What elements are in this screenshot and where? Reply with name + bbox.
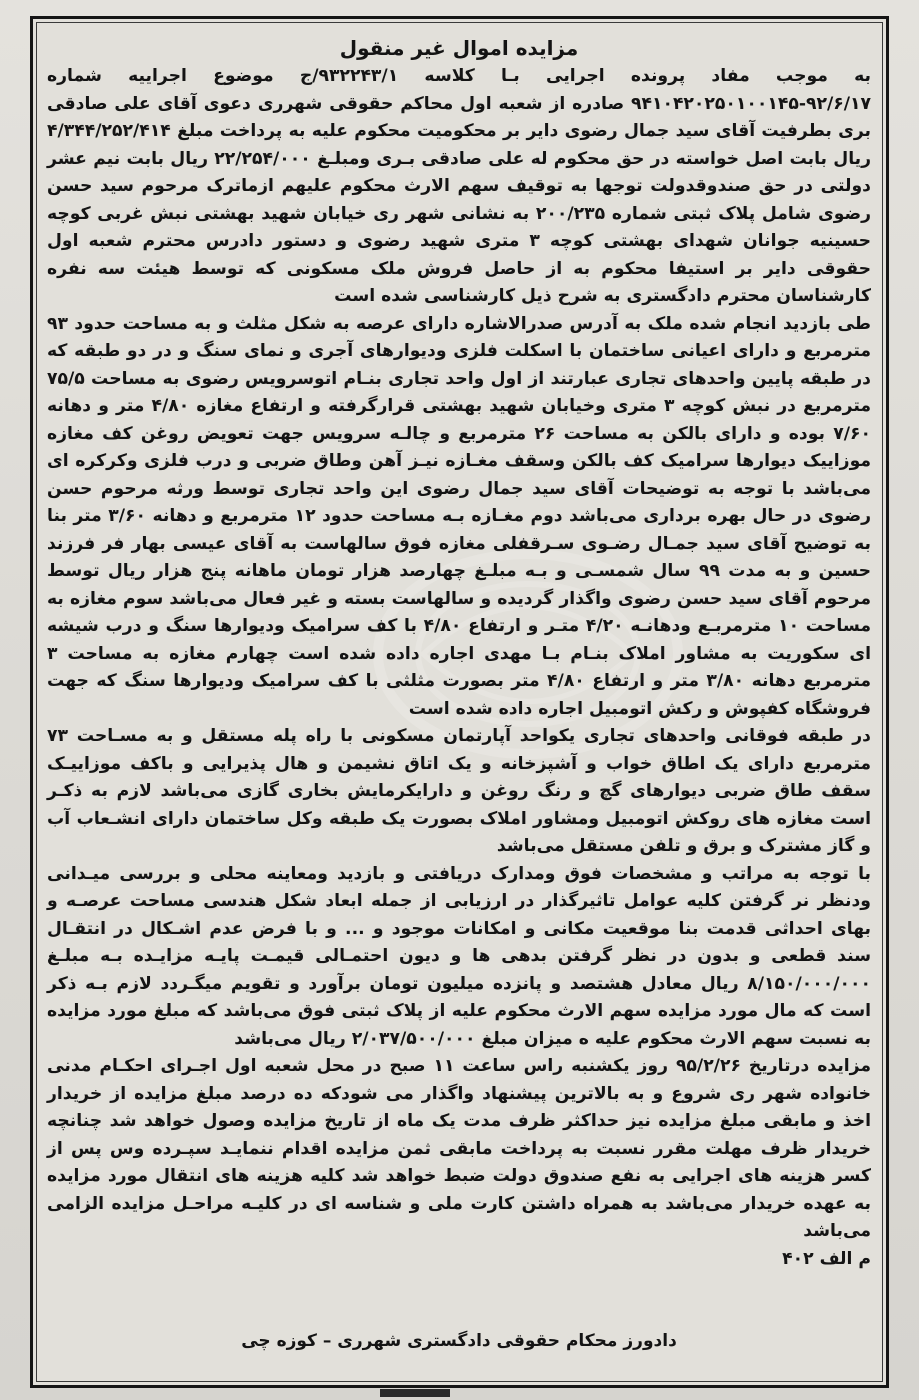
notice-signature: دادورز محکام حقوقی دادگستری شهرری – کوزه چی (241, 1331, 677, 1351)
notice-paragraph-5: مزایده درتاریخ ۹۵/۲/۲۶ روز یکشنبه راس ساعت ۱۱ صبح در محل شعبه اول اجـرای احکـام مدنی خانواده شهر ری شروع و به بالاترین پیشنهاد واگذار می شودکه ده درصد مبلغ مزایده از خریدار اخذ و مابقی مبلغ مزایده نیز حداکثر ظرف مدت یک ماه از تاریخ مزایده وصول خواهد شد چنانچه خریدار ظرف مهلت مقرر نسبت به پرداخت مابقی ثمن مزایده اقدام ننمایـد سپـرده وس پس از کسر هزینه های اجرایی به نفع صندوق دولت ضبط خواهد شد کلیه هزینه های انتقال مورد مزایده به عهده خریدار می‌باشد به همراه داشتن کارت ملی و شناسه ای در کلیـه مراحـل مزایده الزامی می‌باشد (47, 1056, 871, 1241)
notice-paragraph-3: در طبقه فوقانی واحدهای تجاری یکواحد آپارتمان مسکونی با راه پله مستقل و به مسـاحت ۷۳ مترمربع دارای یک اطاق خواب و آشپزخانه و یک اتاق نشیمن و هال پذیرایی و باکف موزاییـک سقف طاق ضربی دیوارهای گچ و رنگ روغن و دارایکرمایش بخاری گازی می‌باشد لازم به ذکـر است مغازه های روکش اتومبیل ومشاور املاک بصورت یک طبقه وکل ساختمان دارای انشـعاب آب و گاز مشترک و برق و تلفن مستقل می‌باشد (47, 726, 871, 856)
notice-body (47, 33, 871, 1273)
notice-paragraph-2: طی بازدید انجام شده ملک به آدرس صدرالاشاره دارای عرصه به شکل مثلث و به مساحت حدود ۹۳ مترمربع و دارای اعیانی ساختمان با اسکلت فلزی ودیوارهای آجری و نمای سنگ و در دو طبقه که در طبقه پایین واحدهای تجاری عبارتند از اول واحد تجاری بنـام اتوسرویس رضوی به مساحت ۷۵/۵ مترمربع در نبش کوچه ۳ متری وخیابان شهید بهشتی قرارگرفته و ارتفاع مغازه ۴/۸۰ متر و دهانه ۷/۶۰ بوده و دارای بالکن به مساحت ۲۶ مترمربع و چالـه سرویس جهت تعویض روغن کف مغازه موزاییک دیوارها سرامیک کف بالکن وسقف مغـازه نیـز آهن وطاق ضربی و درب فلزی وکرکره ای می‌باشد با توجه به توضیحات آقای سید جمال رضوی این واحد تجاری توسط ورثه مرحوم حسن رضوی در حال بهره برداری می‌باشد دوم مغـازه بـه مساحت حدود ۱۲ مترمربع و دهانه ۳/۶۰ متر بنا به توضیح آقای سید جمـال رضـوی سـرقفلی مغازه فوق سالهاست به آقای عیسی بهار فر فرزند حسین و به مدت ۹۹ سال شمسـی و بـه مبلـغ چهارصد هزار تومان ماهانه پنج هزار ریال توسط مرحوم آقای سید حسن رضوی واگذار گردیده و سالهاست بسته و غیر فعال می‌باشد سوم مغازه به مساحت ۱۰ مترمربـع ودهانـه ۴/۲۰ متـر و ارتفاع ۴/۸۰ با کف سرامیک ودیوارها سنگ و درب شیشه ای سکوریت به مشاور املاک بنـام بـا مهدی اجاره داده شده است چهارم مغازه به مساحت ۳ مترمربع دهانه ۳/۸۰ متر و ارتفاع ۴/۸۰ متر بصورت مثلثی با کف سرامیک ودیوارها سنگ که جهت فروشگاه کفپوش و رکش اتومبیل اجاره داده شده است (47, 313, 872, 719)
notice-reference: م الف ۴۰۲ (782, 1248, 871, 1269)
notice-title: مزایده اموال غیر منقول (339, 36, 579, 60)
notice-paragraph-1: به موجب مفاد پرونده اجرایی بـا کلاسه ۹۳۲۲۴۳/۱/ج موضوع اجراییه شماره ۹۲/۶/۱۷-۹۴۱۰۴۲۰۲۵۰۱۰۰۱۴۵ صادره از شعبه اول محاکم حقوقی شهرری دعوی آقای علی صادقی بری بطرفیت آقای سید جمال رضوی دایر بر محکومیت محکوم علیه به پرداخت مبلغ ۴/۳۴۴/۲۵۲/۴۱۴ ریال بابت اصل خواسته در حق محکوم له علی صادقی بـری ومبلـغ ۲۲/۲۵۴/۰۰۰ ریال بابت نیم عشر دولتی در حق صندوقدولت توجها به توقیف سهم الارث محکوم علیهم ازماترک مرحوم سید حسن رضوی شامل پلاک ثبتی شماره ۲۰۰/۲۳۵ به نشانی شهر ری خیابان شهید بهشتی نبش غربی کوچه حسینیه جوانان شهدای بهشتی کوچه ۳ متری شهید رضوی و دستور دادرس محترم شعبه اول حقوقی دایر بر استیفا محکوم به از حاصل فروش ملک مسکونی که توسط هیئت سه نفره کارشناسان محترم دادگستری به شرح ذیل کارشناسی شده است (47, 66, 871, 306)
bottom-clipping-strip (380, 1389, 450, 1397)
notice-paragraph-4: با توجه به مراتب و مشخصات فوق ومدارک دریافتی و بازدید ومعاینه محلی و بررسی میـدانی ودنظر نر گرفتن کلیه عوامل تاثیرگذار در ارزیابی از جمله ابعاد شکل هندسی مساحت عرصـه و بهای احداثی قدمت بنا موقعیت مکانی و امکانات موجود و ... و با فرض عدم اشـکال در انتقـال سند قطعی و بدون در نظر گرفتن بدهی ها و دیون احتمـالی قیمـت پایـه مزایـده بـه مبلـغ ۸/۱۵۰/۰۰۰/۰۰۰ ریال معادل هشتصد و پانزده میلیون تومان برآورد و تقویم میگـردد لازم بـه ذکر است که مال مورد مزایده سهم الارث محکوم علیه از پلاک ثبتی فوق می‌باشد که مبلغ مورد مزایده به نسبت سهم الارث محکوم علیه ه میزان مبلغ ۲/۰۳۷/۵۰۰/۰۰۰ ریال می‌باشد (47, 863, 871, 1049)
notice-frame (30, 16, 889, 1388)
